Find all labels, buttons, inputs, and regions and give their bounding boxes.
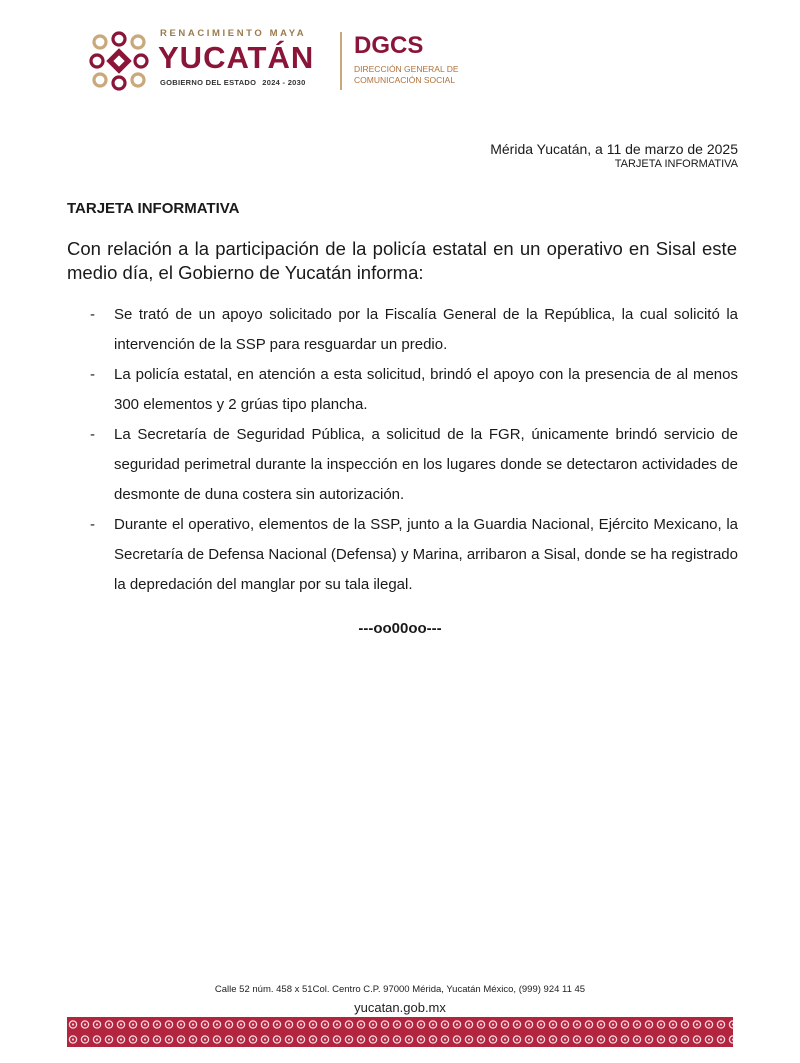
intro-paragraph: Con relación a la participación de la policía estatal en un operativo en Sisal este medio día, el Gobierno de Yucatán informa:: [67, 238, 737, 283]
bullet-text: Se trató de un apoyo solicitado por la Fiscalía General de la República, la cual solicitó la intervención de la SSP para resguardar un predio.: [114, 306, 738, 353]
bullet-item: [90, 300, 738, 360]
footer-pattern-band: [67, 1017, 733, 1047]
bullet-text: La Secretaría de Seguridad Pública, a solicitud de la FGR, únicamente brindó servicio de seguridad perimetral durante la inspección en los lugares donde se detectaron actividades de desmonte de duna costera sin autorización.: [114, 426, 738, 503]
brand-tagline: RENACIMIENTO MAYA: [160, 28, 307, 39]
header-divider: [340, 32, 342, 90]
brand-government: GOBIERNO DEL ESTADO: [160, 78, 257, 87]
bullet-item: [90, 510, 738, 600]
document-title: TARJETA INFORMATIVA: [67, 200, 240, 217]
dgcs-line-1: DIRECCIÓN GENERAL DE: [354, 64, 459, 74]
dgcs-subtitle: [354, 64, 459, 86]
letterhead: [88, 28, 488, 98]
bullet-text: Durante el operativo, elementos de la SSP, junto a la Guardia Nacional, Ejército Mexicano, la Secretaría de Defensa Nacional (Defensa) y Marina, arribaron a Sisal, donde se ha registrado la depredación del manglar por su tala ilegal.: [114, 516, 738, 593]
dgcs-line-2: COMUNICACIÓN SOCIAL: [354, 75, 456, 85]
bullet-item: [90, 360, 738, 420]
brand-years: 2024 - 2030: [262, 78, 306, 87]
footer-address: Calle 52 núm. 458 x 51Col. Centro C.P. 97000 Mérida, Yucatán México, (999) 924 11 45: [214, 984, 586, 995]
bullet-item: [90, 420, 738, 510]
dgcs-logo: DGCS: [354, 32, 424, 59]
bullet-text: La policía estatal, en atención a esta solicitud, brindó el apoyo con la presencia de al menos 300 elementos y 2 grúas tipo plancha.: [114, 366, 738, 413]
closing-mark: ---oo00oo---: [358, 620, 442, 637]
brand-subtitle: [160, 78, 306, 87]
bullet-dash: -: [90, 426, 95, 443]
footer-website: yucatan.gob.mx: [354, 1000, 446, 1015]
bullet-dash: -: [90, 306, 95, 323]
bullet-dash: -: [90, 366, 95, 383]
yucatan-emblem-icon: [88, 30, 150, 92]
brand-name: YUCATÁN: [158, 40, 315, 75]
bullet-list: [90, 300, 738, 600]
date-line: Mérida Yucatán, a 11 de marzo de 2025: [490, 141, 738, 157]
bullet-dash: -: [90, 516, 95, 533]
date-subtitle: TARJETA INFORMATIVA: [614, 158, 738, 170]
